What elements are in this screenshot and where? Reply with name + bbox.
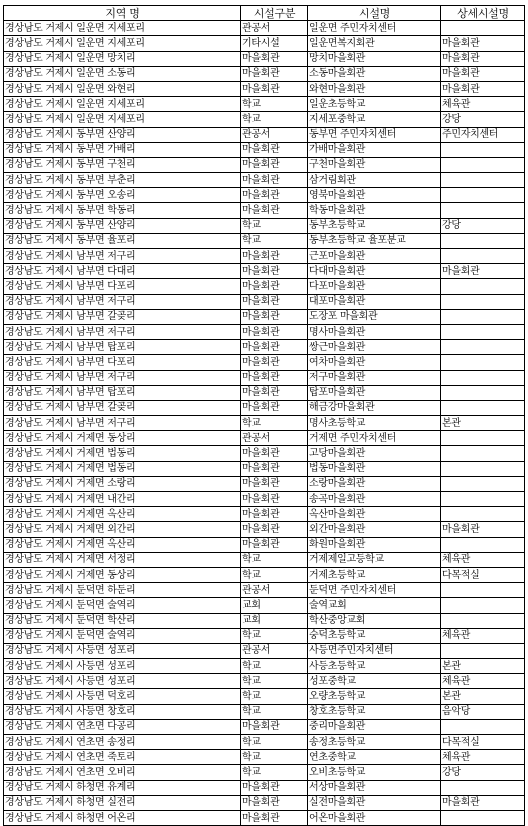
facility-type-cell[interactable]: 마을회관 [241, 51, 308, 66]
header-facility-detail[interactable]: 상세시설명 [441, 6, 525, 21]
facility-name-cell[interactable]: 근포마을회관 [308, 249, 441, 264]
table-row [4, 188, 525, 203]
facility-detail-cell[interactable]: 마을회관 [441, 81, 525, 96]
facility-type-cell[interactable]: 마을회관 [241, 203, 308, 218]
table-row [4, 340, 525, 355]
facility-detail-cell[interactable] [441, 188, 525, 203]
facility-type-cell[interactable]: 마을회관 [241, 81, 308, 96]
facility-type-cell[interactable]: 마을회관 [241, 340, 308, 355]
facility-name-cell[interactable]: 동부초등학교 [308, 218, 441, 233]
region-cell[interactable]: 경상남도 거제시 일운면 망치리 [4, 51, 241, 66]
facility-detail-cell[interactable] [441, 294, 525, 309]
facility-name-cell[interactable]: 오량초등학교 [308, 689, 441, 704]
facility-type-cell[interactable]: 마을회관 [241, 492, 308, 507]
facility-type-cell[interactable]: 마을회관 [241, 795, 308, 810]
table-row [4, 203, 525, 218]
region-cell[interactable]: 경상남도 거제시 동부면 가배리 [4, 142, 241, 157]
facility-type-cell[interactable]: 관공서 [241, 127, 308, 142]
facility-type-cell[interactable]: 학교 [241, 552, 308, 567]
table-row [4, 21, 525, 36]
region-cell[interactable]: 경상남도 거제시 둔덕면 술역리 [4, 628, 241, 643]
facility-detail-cell[interactable] [441, 279, 525, 294]
facility-type-cell[interactable]: 마을회관 [241, 537, 308, 552]
facility-type-cell[interactable]: 마을회관 [241, 142, 308, 157]
facility-name-cell[interactable]: 어온마을회관 [308, 810, 441, 825]
table-row [4, 719, 525, 734]
table-row [4, 674, 525, 689]
table-row [4, 309, 525, 324]
table-row [4, 66, 525, 81]
table-row [4, 476, 525, 491]
facility-detail-cell[interactable] [441, 476, 525, 491]
facility-name-cell[interactable]: 소랑마을회관 [308, 476, 441, 491]
facility-name-cell[interactable]: 송곡마을회관 [308, 492, 441, 507]
facility-name-cell[interactable]: 도장포 마을회관 [308, 309, 441, 324]
facility-name-cell[interactable]: 성포중학교 [308, 674, 441, 689]
facility-name-cell[interactable]: 가배마을회관 [308, 142, 441, 157]
facility-name-cell[interactable]: 법동마을회관 [308, 461, 441, 476]
facility-type-cell[interactable]: 마을회관 [241, 385, 308, 400]
facility-type-cell[interactable]: 관공서 [241, 643, 308, 658]
region-cell[interactable]: 경상남도 거제시 거제면 소랑리 [4, 476, 241, 491]
region-cell[interactable]: 경상남도 거제시 연초면 죽토리 [4, 750, 241, 765]
facility-detail-cell[interactable]: 강당 [441, 112, 525, 127]
table-row [4, 492, 525, 507]
facility-type-cell[interactable]: 마을회관 [241, 719, 308, 734]
facility-type-cell[interactable]: 마을회관 [241, 370, 308, 385]
region-cell[interactable]: 경상남도 거제시 사등면 성포리 [4, 659, 241, 674]
region-cell[interactable]: 경상남도 거제시 일운면 소동리 [4, 66, 241, 81]
facility-type-cell[interactable]: 학교 [241, 750, 308, 765]
table-row [4, 431, 525, 446]
region-cell[interactable]: 경상남도 거제시 연초면 오비리 [4, 765, 241, 780]
region-cell[interactable]: 경상남도 거제시 동부면 학동리 [4, 203, 241, 218]
facility-type-cell[interactable]: 마을회관 [241, 66, 308, 81]
facility-type-cell[interactable]: 학교 [241, 659, 308, 674]
facility-type-cell[interactable]: 학교 [241, 233, 308, 248]
facility-detail-cell[interactable] [441, 431, 525, 446]
facility-type-cell[interactable]: 학교 [241, 112, 308, 127]
header-facility-type[interactable]: 시설구분 [241, 6, 308, 21]
facility-detail-cell[interactable] [441, 780, 525, 795]
facility-type-cell[interactable]: 마을회관 [241, 476, 308, 491]
facility-detail-cell[interactable] [441, 249, 525, 264]
table-row [4, 173, 525, 188]
facility-detail-cell[interactable]: 본관 [441, 689, 525, 704]
table-row [4, 36, 525, 51]
facility-name-cell[interactable]: 사등초등학교 [308, 659, 441, 674]
facility-table [3, 5, 525, 826]
facility-name-cell[interactable]: 지세포중학교 [308, 112, 441, 127]
facility-type-cell[interactable]: 학교 [241, 704, 308, 719]
facility-detail-cell[interactable]: 강당 [441, 765, 525, 780]
table-row [4, 461, 525, 476]
facility-detail-cell[interactable] [441, 203, 525, 218]
facility-type-cell[interactable]: 마을회관 [241, 249, 308, 264]
facility-name-cell[interactable]: 와현마을회관 [308, 81, 441, 96]
region-cell[interactable]: 경상남도 거제시 연초면 송정리 [4, 735, 241, 750]
facility-detail-cell[interactable] [441, 507, 525, 522]
facility-detail-cell[interactable] [441, 400, 525, 415]
table-row [4, 446, 525, 461]
table-row [4, 51, 525, 66]
table-row [4, 370, 525, 385]
facility-detail-cell[interactable]: 마을회관 [441, 66, 525, 81]
facility-type-cell[interactable]: 마을회관 [241, 446, 308, 461]
facility-detail-cell[interactable] [441, 385, 525, 400]
facility-detail-cell[interactable]: 마을회관 [441, 36, 525, 51]
region-cell[interactable]: 경상남도 거제시 동부면 부춘리 [4, 173, 241, 188]
table-row [4, 416, 525, 431]
region-cell[interactable]: 경상남도 거제시 일운면 지세포리 [4, 112, 241, 127]
region-cell[interactable]: 경상남도 거제시 거제면 옥산리 [4, 537, 241, 552]
region-cell[interactable]: 경상남도 거제시 둔덕면 학산리 [4, 613, 241, 628]
facility-name-cell[interactable]: 옥산마을회관 [308, 507, 441, 522]
table-row [4, 659, 525, 674]
facility-name-cell[interactable]: 학동마을회관 [308, 203, 441, 218]
table-row [4, 522, 525, 537]
table-row [4, 598, 525, 613]
facility-name-cell[interactable]: 쌍근마을회관 [308, 340, 441, 355]
facility-name-cell[interactable]: 다포마을회관 [308, 279, 441, 294]
facility-detail-cell[interactable]: 마을회관 [441, 264, 525, 279]
facility-detail-cell[interactable] [441, 309, 525, 324]
facility-type-cell[interactable]: 학교 [241, 674, 308, 689]
region-cell[interactable]: 경상남도 거제시 거제면 옥산리 [4, 507, 241, 522]
table-row [4, 142, 525, 157]
facility-name-cell[interactable]: 대포마을회관 [308, 294, 441, 309]
facility-detail-cell[interactable]: 강당 [441, 218, 525, 233]
facility-type-cell[interactable]: 마을회관 [241, 309, 308, 324]
table-row [4, 628, 525, 643]
facility-type-cell[interactable]: 교회 [241, 613, 308, 628]
facility-name-cell[interactable]: 동부면 주민자치센터 [308, 127, 441, 142]
facility-name-cell[interactable]: 송정초등학교 [308, 735, 441, 750]
facility-detail-cell[interactable] [441, 613, 525, 628]
facility-name-cell[interactable]: 여차마을회관 [308, 355, 441, 370]
facility-type-cell[interactable]: 마을회관 [241, 810, 308, 825]
facility-name-cell[interactable]: 명사마을회관 [308, 324, 441, 339]
facility-detail-cell[interactable]: 마을회관 [441, 51, 525, 66]
table-row [4, 613, 525, 628]
facility-name-cell[interactable]: 고당마을회관 [308, 446, 441, 461]
region-cell[interactable]: 경상남도 거제시 남부면 다포리 [4, 355, 241, 370]
facility-type-cell[interactable]: 학교 [241, 765, 308, 780]
facility-detail-cell[interactable]: 마을회관 [441, 522, 525, 537]
facility-name-cell[interactable]: 외간마을회관 [308, 522, 441, 537]
facility-type-cell[interactable]: 마을회관 [241, 157, 308, 172]
region-cell[interactable]: 경상남도 거제시 거제면 동상리 [4, 431, 241, 446]
facility-name-cell[interactable]: 거제초등학교 [308, 567, 441, 582]
table-row [4, 795, 525, 810]
facility-type-cell[interactable]: 마을회관 [241, 264, 308, 279]
region-cell[interactable]: 경상남도 거제시 연초면 다공리 [4, 719, 241, 734]
facility-type-cell[interactable]: 교회 [241, 598, 308, 613]
facility-detail-cell[interactable] [441, 461, 525, 476]
facility-name-cell[interactable]: 구천마을회관 [308, 157, 441, 172]
table-row [4, 750, 525, 765]
table-row [4, 218, 525, 233]
facility-detail-cell[interactable] [441, 719, 525, 734]
facility-detail-cell[interactable] [441, 643, 525, 658]
region-cell[interactable]: 경상남도 거제시 동부면 오송리 [4, 188, 241, 203]
region-cell[interactable]: 경상남도 거제시 거제면 외간리 [4, 522, 241, 537]
facility-name-cell[interactable]: 다대마을회관 [308, 264, 441, 279]
facility-name-cell[interactable]: 숭덕초등학교 [308, 628, 441, 643]
region-cell[interactable]: 경상남도 거제시 거제면 법동리 [4, 461, 241, 476]
facility-name-cell[interactable]: 술역교회 [308, 598, 441, 613]
facility-type-cell[interactable]: 마을회관 [241, 188, 308, 203]
facility-type-cell[interactable]: 학교 [241, 735, 308, 750]
region-cell[interactable]: 경상남도 거제시 남부면 저구리 [4, 294, 241, 309]
table-row [4, 112, 525, 127]
facility-detail-cell[interactable]: 체육관 [441, 628, 525, 643]
table-row [4, 233, 525, 248]
facility-type-cell[interactable]: 마을회관 [241, 294, 308, 309]
facility-name-cell[interactable]: 동부초등학교 율포분교 [308, 233, 441, 248]
facility-type-cell[interactable]: 관공서 [241, 583, 308, 598]
table-row [4, 735, 525, 750]
facility-name-cell[interactable]: 창호초등학교 [308, 704, 441, 719]
table-row [4, 567, 525, 582]
table-row [4, 704, 525, 719]
facility-detail-cell[interactable] [441, 324, 525, 339]
region-cell[interactable]: 경상남도 거제시 동부면 산양리 [4, 127, 241, 142]
table-row [4, 97, 525, 112]
region-cell[interactable]: 경상남도 거제시 하청면 어온리 [4, 810, 241, 825]
region-cell[interactable]: 경상남도 거제시 사등면 덕호리 [4, 689, 241, 704]
table-row [4, 643, 525, 658]
facility-detail-cell[interactable]: 음악당 [441, 704, 525, 719]
table-row [4, 780, 525, 795]
facility-detail-cell[interactable] [441, 537, 525, 552]
facility-detail-cell[interactable] [441, 355, 525, 370]
facility-type-cell[interactable]: 마을회관 [241, 173, 308, 188]
facility-name-cell[interactable]: 일운면복지회관 [308, 36, 441, 51]
facility-detail-cell[interactable] [441, 446, 525, 461]
spreadsheet [3, 5, 525, 826]
facility-detail-cell[interactable] [441, 21, 525, 36]
region-cell[interactable]: 경상남도 거제시 사등면 성포리 [4, 643, 241, 658]
facility-type-cell[interactable]: 마을회관 [241, 355, 308, 370]
facility-type-cell[interactable]: 학교 [241, 689, 308, 704]
facility-detail-cell[interactable]: 체육관 [441, 552, 525, 567]
region-cell[interactable]: 경상남도 거제시 하청면 유계리 [4, 780, 241, 795]
facility-name-cell[interactable]: 화원마을회관 [308, 537, 441, 552]
facility-type-cell[interactable]: 마을회관 [241, 461, 308, 476]
region-cell[interactable]: 경상남도 거제시 동부면 구천리 [4, 157, 241, 172]
header-facility-name[interactable]: 시설명 [308, 6, 441, 21]
facility-type-cell[interactable]: 관공서 [241, 431, 308, 446]
facility-detail-cell[interactable] [441, 157, 525, 172]
facility-name-cell[interactable]: 중리마을회관 [308, 719, 441, 734]
facility-detail-cell[interactable] [441, 233, 525, 248]
table-row [4, 355, 525, 370]
facility-name-cell[interactable]: 소동마을회관 [308, 66, 441, 81]
table-row [4, 81, 525, 96]
facility-name-cell[interactable]: 거제제일고등학교 [308, 552, 441, 567]
region-cell[interactable]: 경상남도 거제시 남부면 저구리 [4, 416, 241, 431]
facility-name-cell[interactable]: 실전마을회관 [308, 795, 441, 810]
region-cell[interactable]: 경상남도 거제시 둔덕면 술역리 [4, 598, 241, 613]
table-row [4, 765, 525, 780]
facility-detail-cell[interactable]: 주민자치센터 [441, 127, 525, 142]
facility-name-cell[interactable]: 명사초등학교 [308, 416, 441, 431]
region-cell[interactable]: 경상남도 거제시 거제면 내간리 [4, 492, 241, 507]
region-cell[interactable]: 경상남도 거제시 동부면 율포리 [4, 233, 241, 248]
facility-detail-cell[interactable] [441, 492, 525, 507]
facility-name-cell[interactable]: 둔덕면 주민자치센터 [308, 583, 441, 598]
table-row [4, 552, 525, 567]
facility-type-cell[interactable]: 학교 [241, 218, 308, 233]
table-row [4, 279, 525, 294]
facility-detail-cell[interactable]: 다목적실 [441, 567, 525, 582]
facility-type-cell[interactable]: 마을회관 [241, 780, 308, 795]
table-row [4, 537, 525, 552]
region-cell[interactable]: 경상남도 거제시 남부면 탑포리 [4, 385, 241, 400]
region-cell[interactable]: 경상남도 거제시 남부면 다대리 [4, 264, 241, 279]
table-row [4, 127, 525, 142]
facility-name-cell[interactable]: 탑포마을회관 [308, 385, 441, 400]
facility-name-cell[interactable]: 영북마을회관 [308, 188, 441, 203]
facility-detail-cell[interactable]: 본관 [441, 416, 525, 431]
table-body [4, 21, 525, 826]
table-row [4, 385, 525, 400]
facility-name-cell[interactable]: 일운면 주민자치센터 [308, 21, 441, 36]
table-row [4, 689, 525, 704]
region-cell[interactable]: 경상남도 거제시 동부면 산양리 [4, 218, 241, 233]
table-row [4, 810, 525, 825]
facility-type-cell[interactable]: 마을회관 [241, 279, 308, 294]
region-cell[interactable]: 경상남도 거제시 남부면 다포리 [4, 279, 241, 294]
region-cell[interactable]: 경상남도 거제시 남부면 저구리 [4, 324, 241, 339]
header-region[interactable]: 지역 명 [4, 6, 241, 21]
table-row [4, 583, 525, 598]
facility-type-cell[interactable]: 마을회관 [241, 507, 308, 522]
facility-detail-cell[interactable] [441, 173, 525, 188]
table-row [4, 400, 525, 415]
facility-name-cell[interactable]: 오비초등학교 [308, 765, 441, 780]
facility-type-cell[interactable]: 관공서 [241, 21, 308, 36]
region-cell[interactable]: 경상남도 거제시 남부면 저구리 [4, 370, 241, 385]
table-row [4, 249, 525, 264]
facility-name-cell[interactable]: 거제면 주민자치센터 [308, 431, 441, 446]
facility-detail-cell[interactable] [441, 142, 525, 157]
facility-detail-cell[interactable]: 다목적실 [441, 735, 525, 750]
facility-type-cell[interactable]: 학교 [241, 628, 308, 643]
table-row [4, 264, 525, 279]
facility-name-cell[interactable]: 삼거림회관 [308, 173, 441, 188]
facility-name-cell[interactable]: 학산중앙교회 [308, 613, 441, 628]
facility-name-cell[interactable]: 해금강마을회관 [308, 400, 441, 415]
region-cell[interactable]: 경상남도 거제시 하청면 실전리 [4, 795, 241, 810]
facility-detail-cell[interactable]: 체육관 [441, 97, 525, 112]
facility-detail-cell[interactable] [441, 340, 525, 355]
facility-name-cell[interactable]: 망치마을회관 [308, 51, 441, 66]
header-row [4, 6, 525, 21]
facility-type-cell[interactable]: 학교 [241, 567, 308, 582]
facility-name-cell[interactable]: 연초중학교 [308, 750, 441, 765]
facility-type-cell[interactable]: 기타시설 [241, 36, 308, 51]
region-cell[interactable]: 경상남도 거제시 사등면 성포리 [4, 674, 241, 689]
facility-type-cell[interactable]: 마을회관 [241, 400, 308, 415]
facility-detail-cell[interactable] [441, 370, 525, 385]
table-row [4, 324, 525, 339]
region-cell[interactable]: 경상남도 거제시 남부면 저구리 [4, 249, 241, 264]
table-row [4, 294, 525, 309]
facility-name-cell[interactable]: 사등면주민자치센터 [308, 643, 441, 658]
facility-detail-cell[interactable]: 마을회관 [441, 795, 525, 810]
region-cell[interactable]: 경상남도 거제시 일운면 와현리 [4, 81, 241, 96]
facility-detail-cell[interactable] [441, 598, 525, 613]
region-cell[interactable]: 경상남도 거제시 일운면 지세포리 [4, 21, 241, 36]
region-cell[interactable]: 경상남도 거제시 남부면 갈곶리 [4, 400, 241, 415]
facility-name-cell[interactable]: 저구마을회관 [308, 370, 441, 385]
region-cell[interactable]: 경상남도 거제시 둔덕면 하둔리 [4, 583, 241, 598]
facility-detail-cell[interactable]: 본관 [441, 659, 525, 674]
facility-detail-cell[interactable]: 체육관 [441, 674, 525, 689]
region-cell[interactable]: 경상남도 거제시 거제면 서정리 [4, 552, 241, 567]
table-row [4, 157, 525, 172]
facility-type-cell[interactable]: 학교 [241, 416, 308, 431]
facility-type-cell[interactable]: 학교 [241, 97, 308, 112]
facility-name-cell[interactable]: 서상마을회관 [308, 780, 441, 795]
region-cell[interactable]: 경상남도 거제시 일운면 지세포리 [4, 97, 241, 112]
table-row [4, 507, 525, 522]
facility-type-cell[interactable]: 마을회관 [241, 522, 308, 537]
facility-detail-cell[interactable] [441, 810, 525, 825]
facility-type-cell[interactable]: 마을회관 [241, 324, 308, 339]
region-cell[interactable]: 경상남도 거제시 일운면 지세포리 [4, 36, 241, 51]
region-cell[interactable]: 경상남도 거제시 남부면 탑포리 [4, 340, 241, 355]
region-cell[interactable]: 경상남도 거제시 남부면 갈곶리 [4, 309, 241, 324]
region-cell[interactable]: 경상남도 거제시 거제면 동상리 [4, 567, 241, 582]
facility-detail-cell[interactable]: 체육관 [441, 750, 525, 765]
facility-name-cell[interactable]: 일운초등학교 [308, 97, 441, 112]
facility-detail-cell[interactable] [441, 583, 525, 598]
region-cell[interactable]: 경상남도 거제시 거제면 법동리 [4, 446, 241, 461]
region-cell[interactable]: 경상남도 거제시 사등면 창호리 [4, 704, 241, 719]
